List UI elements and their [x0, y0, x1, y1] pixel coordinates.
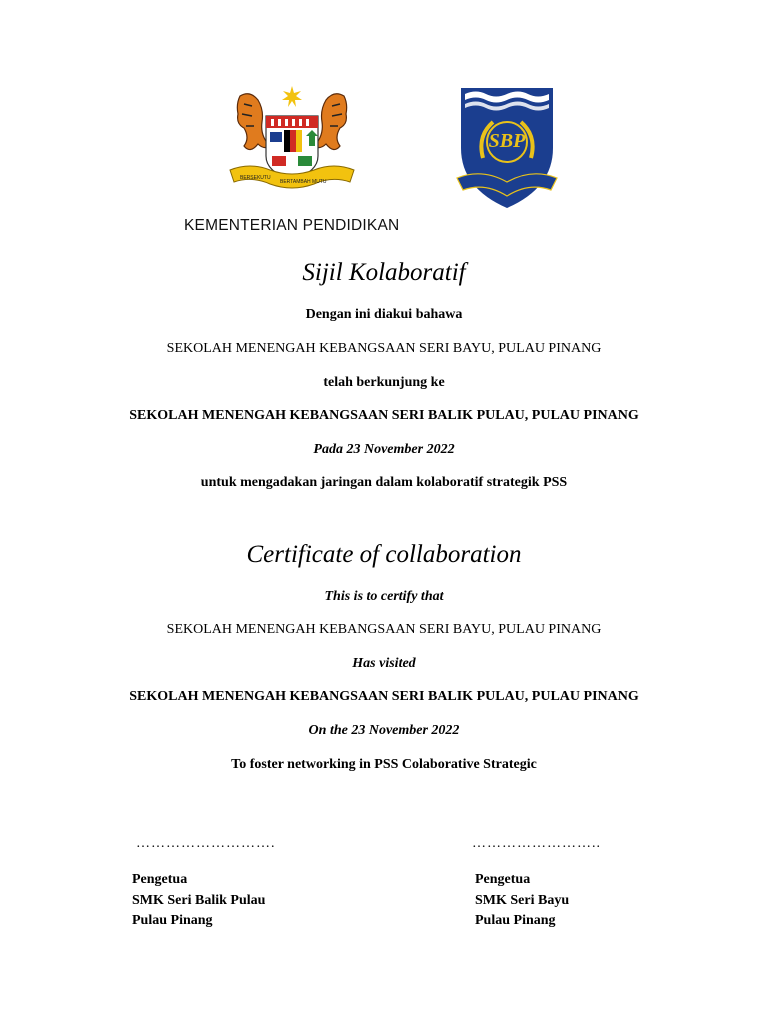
- malay-line2: telah berkunjung ke: [323, 375, 445, 390]
- right-signatory-role: Pengetua: [475, 872, 531, 887]
- crest-motto-left: BERSEKUTU: [240, 175, 271, 181]
- right-signatory: [475, 870, 569, 932]
- right-signature-line: ……………………..: [472, 836, 601, 851]
- ministry-label: KEMENTERIAN PENDIDIKAN: [184, 217, 400, 234]
- right-signatory-location: Pulau Pinang: [475, 913, 556, 928]
- right-signatory-school: SMK Seri Bayu: [475, 892, 570, 908]
- english-purpose: To foster networking in PSS Colaborative Strategic: [231, 757, 537, 772]
- malay-date: Pada 23 November 2022: [313, 442, 455, 457]
- malay-line1: Dengan ini diakui bahawa: [305, 307, 463, 322]
- malay-title: Sijil Kolaboratif: [302, 259, 466, 286]
- school-logo: [455, 86, 559, 210]
- school-logo-letters: SBP: [488, 130, 526, 152]
- left-signature-line: ……………………….: [136, 836, 276, 851]
- left-signatory-role: Pengetua: [132, 872, 188, 887]
- english-title: Certificate of collaboration: [246, 541, 522, 568]
- malay-school-to: SEKOLAH MENENGAH KEBANGSAAN SERI BALIK PULAU, PULAU PINANG: [129, 408, 639, 423]
- malaysia-coat-of-arms: [222, 84, 362, 194]
- malay-school-from: SEKOLAH MENENGAH KEBANGSAAN SERI BAYU, PULAU PINANG: [166, 341, 602, 356]
- english-date: On the 23 November 2022: [308, 723, 460, 738]
- left-signatory-location: Pulau Pinang: [132, 913, 213, 928]
- english-school-from: SEKOLAH MENENGAH KEBANGSAAN SERI BAYU, PULAU PINANG: [166, 622, 602, 637]
- english-school-to: SEKOLAH MENENGAH KEBANGSAAN SERI BALIK PULAU, PULAU PINANG: [129, 689, 639, 704]
- crest-motto-right: BERTAMBAH MUTU: [280, 179, 327, 185]
- english-line2: Has visited: [352, 656, 416, 671]
- left-signatory: [132, 870, 265, 932]
- malay-purpose: untuk mengadakan jaringan dalam kolaboratif strategik PSS: [200, 475, 568, 490]
- english-line1: This is to certify that: [324, 589, 444, 604]
- left-signatory-school: SMK Seri Balik Pulau: [132, 892, 266, 908]
